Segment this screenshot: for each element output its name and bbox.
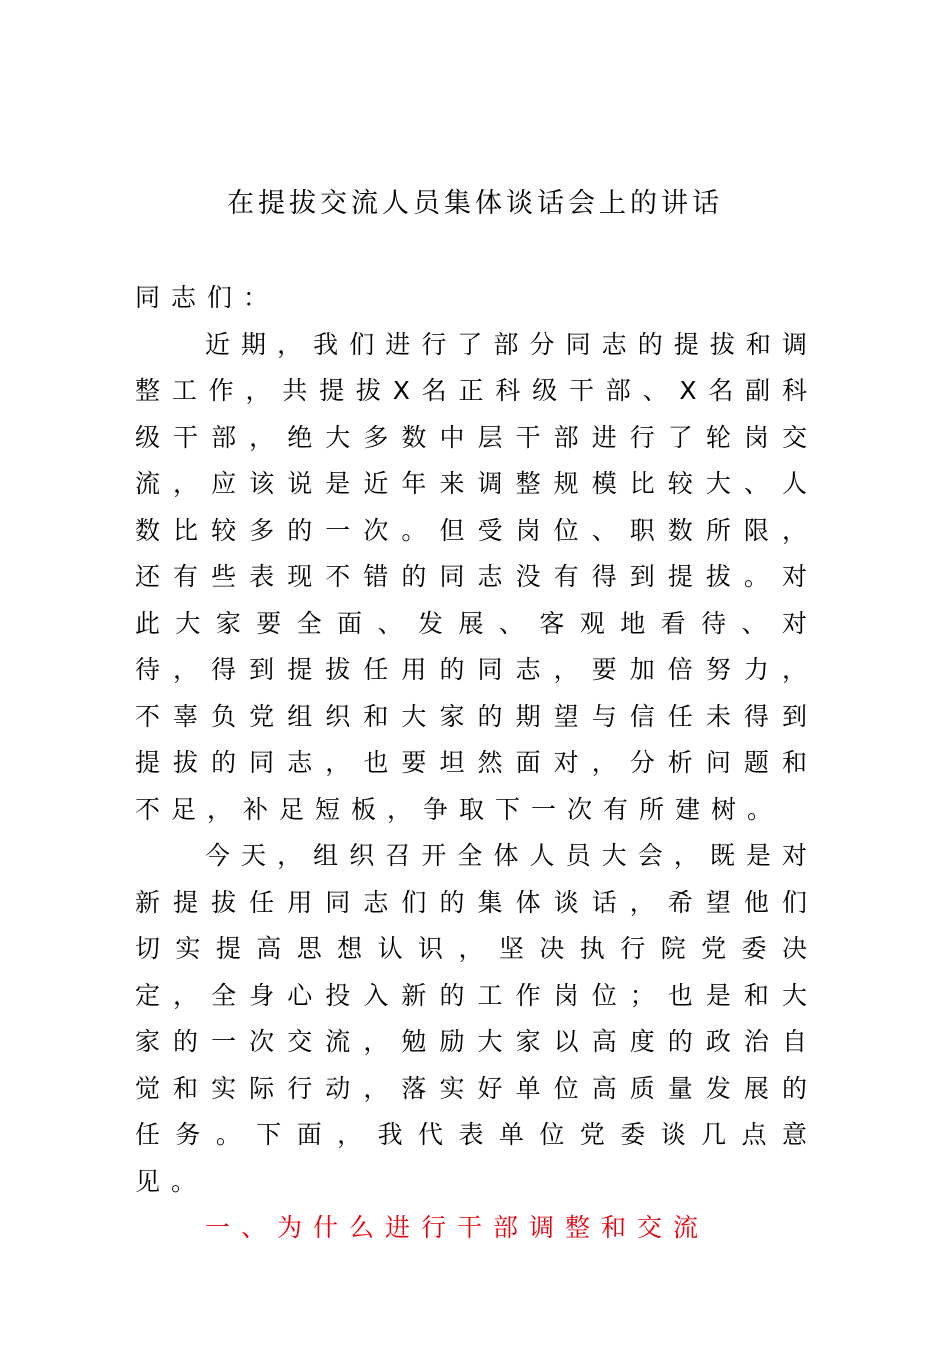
document-body <box>135 275 818 1252</box>
paragraph-2: 今天，组织召开全体人员大会，既是对新提拔任用同志们的集体谈话，希望他们切实提高思想认识，坚决执行院党委决定，全身心投入新的工作岗位；也是和大家的一次交流，勉励大家以高度的政治自觉和实际行动，落实好单位高质量发展的任务。下面，我代表单位党委谈几点意见。 <box>135 841 818 1196</box>
document-title: 在提拔交流人员集体谈话会上的讲话 <box>227 188 723 219</box>
paragraph-1: 近期，我们进行了部分同志的提拔和调整工作，共提拔X名正科级干部、X名副科级干部，绝大多数中层干部进行了轮岗交流，应该说是近年来调整规模比较大、人数比较多的一次。但受岗位、职数所限，还有些表现不错的同志没有得到提拔。对此大家要全面、发展、客观地看待、对待，得到提拔任用的同志，要加倍努力，不辜负党组织和大家的期望与信任未得到提拔的同志，也要坦然面对，分析问题和不足，补足短板，争取下一次有所建树。 <box>135 329 818 824</box>
salutation: 同志们： <box>135 283 280 312</box>
section-heading: 一、为什么进行干部调整和交流 <box>205 1213 710 1242</box>
